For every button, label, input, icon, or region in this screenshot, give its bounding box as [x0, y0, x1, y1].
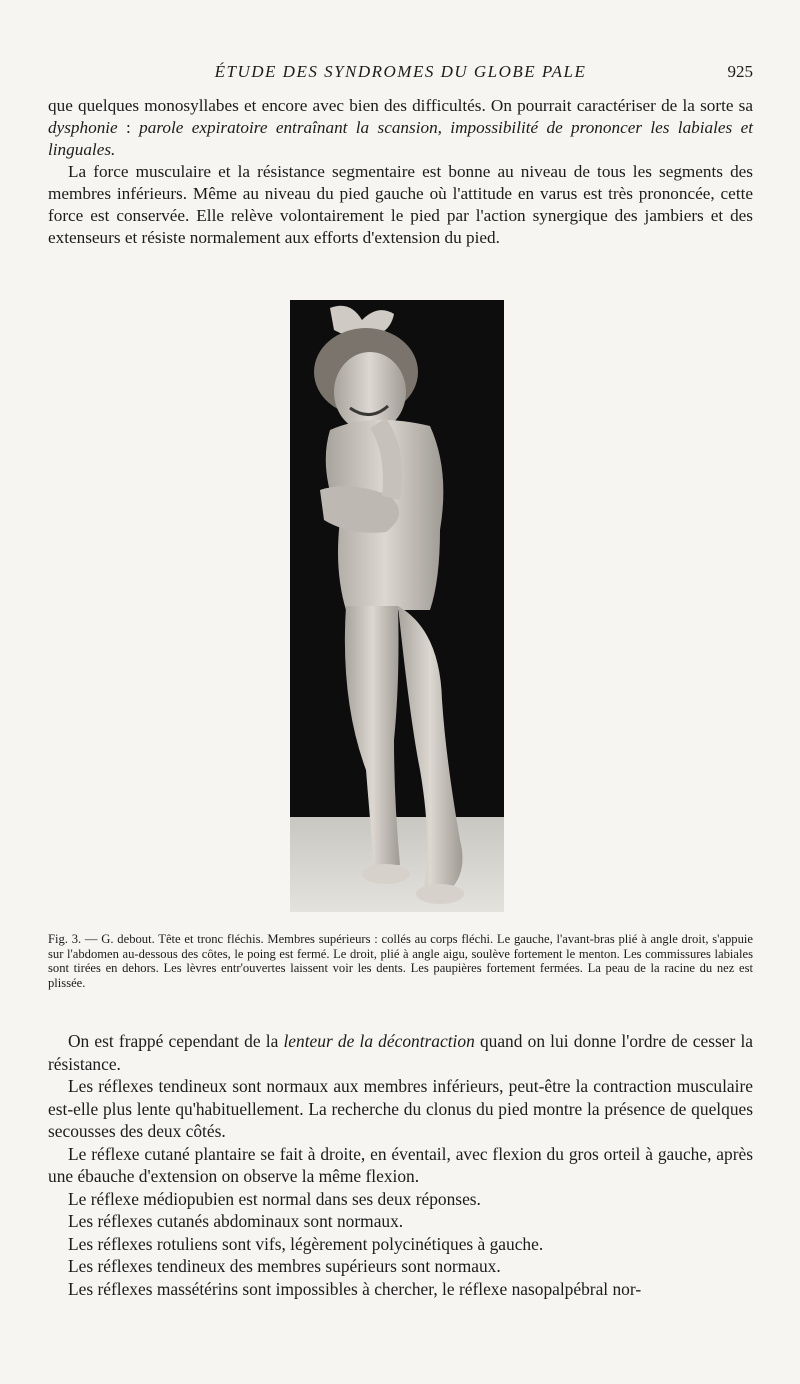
- paragraph-reflexes-abdominaux: Les réflexes cutanés abdominaux sont normaux.: [68, 1211, 404, 1231]
- top-body-text: [48, 95, 753, 249]
- italic-phrase: lenteur de la décontraction: [283, 1031, 475, 1051]
- running-title: ÉTUDE DES SYNDROMES DU GLOBE PALE: [214, 62, 587, 81]
- paragraph-reflexes-masseterins: Les réflexes massétérins sont impossibles à chercher, le réflexe nasopalpébral nor-: [68, 1278, 642, 1299]
- text-run: :: [117, 118, 140, 137]
- paragraph-reflexe-mediopubien: Le réflexe médiopubien est normal dans ses deux réponses.: [68, 1188, 481, 1209]
- page-number: 925: [727, 62, 753, 81]
- paragraph-decontraction: [48, 1030, 753, 1075]
- running-head: [48, 62, 753, 86]
- figure-label: Fig. 3. —: [48, 932, 98, 946]
- italic-phrase: parole expiratoire entraînant la scansion, impossibilité de prononcer les labiales et linguales.: [48, 118, 753, 159]
- text-run: quand on lui donne l'ordre de cesser la résistance.: [48, 1031, 753, 1074]
- text-run: On est frappé cependant de la: [68, 1031, 284, 1051]
- text-run: que quelques monosyllabes et encore avec bien des difficultés. On pourrait caractériser de la sorte sa: [48, 96, 753, 115]
- paragraph-reflexes-superieurs: Les réflexes tendineux des membres supérieurs sont normaux.: [68, 1256, 501, 1276]
- italic-term: dysphonie: [48, 118, 118, 137]
- paragraph-reflexes-rotuliens: Les réflexes rotuliens sont vifs, légèrement polycinétiques à gauche.: [68, 1233, 544, 1254]
- figure-photograph: [290, 300, 504, 912]
- figure-caption: [48, 932, 753, 990]
- paragraph-reflexe-plantaire: Le réflexe cutané plantaire se fait à droite, en éventail, avec flexion du gros orteil à gauche, après une ébauche d'extension on observe la même flexion.: [48, 1143, 753, 1186]
- standing-figure-illustration: [290, 300, 504, 912]
- paragraph-dysphonie: [48, 95, 753, 161]
- caption-text: G. debout. Tête et tronc fléchis. Membres supérieurs : collés au corps fléchi. Le gauche, l'avant-bras plié à angle droit, s'appuie sur l'abdomen au-dessous des côtes, le poing est fermé. Le droit, plié à angle aigu, soulève fortement le menton. Les commissures labiales sont tirées en dehors. Les lèvres entr'ouvertes laissent voir les dents. Les paupières fortement fermées. La peau de la racine du nez est plissée.: [48, 932, 753, 990]
- paragraph-reflexes-tendineux: Les réflexes tendineux sont normaux aux membres inférieurs, peut-être la contraction musculaire est-elle plus lente qu'habituellement. La recherche du clonus du pied montre la présence de quelques secousses des deux côtés.: [48, 1076, 753, 1141]
- paragraph-force-musculaire: La force musculaire et la résistance segmentaire est bonne au niveau de tous les segments des membres inférieurs. Même au niveau du pied gauche où l'attitude en varus est très prononcée, cette force est conservée. Elle relève volontairement le pied par l'action synergique des jambiers et des extenseurs et résiste normalement aux efforts d'extension du pied.: [48, 162, 753, 247]
- bottom-body-text: [48, 1030, 753, 1300]
